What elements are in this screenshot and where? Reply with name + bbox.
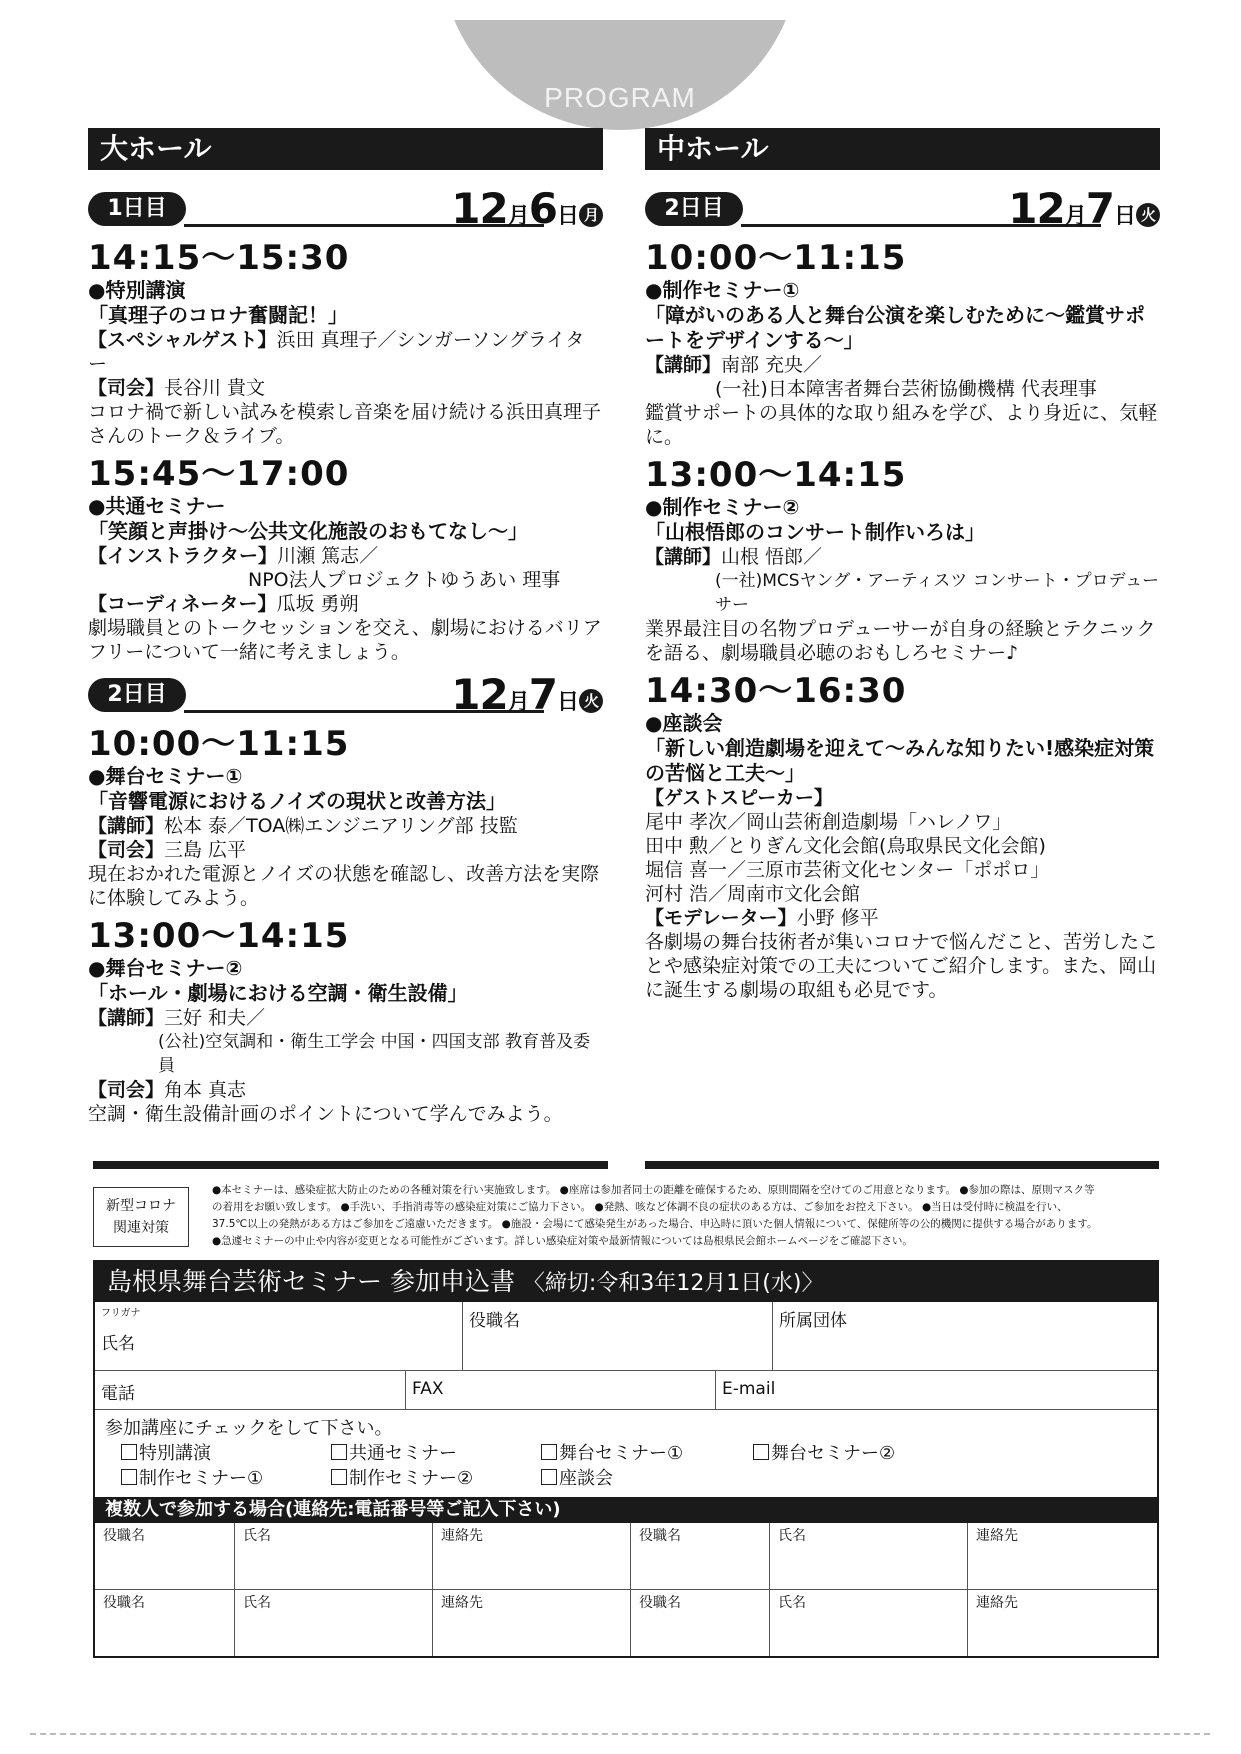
right-column (645, 128, 1160, 1002)
session-description: 鑑賞サポートの具体的な取り組みを学び、より身近に、気軽に。 (645, 402, 1158, 448)
program-label: PROGRAM (544, 82, 696, 113)
participant-contact-cell[interactable] (967, 1523, 1157, 1589)
left-column (88, 128, 603, 1126)
weekday-badge: 月 (579, 203, 603, 227)
checkbox-roundtable[interactable]: 座談会 (541, 1466, 613, 1491)
session-guest-label: 【ゲストスピーカー】 (645, 787, 833, 809)
cell-label: 氏名 (778, 1528, 806, 1544)
form-deadline: 〈締切:令和3年12月1日(水)〉 (522, 1271, 824, 1296)
cell-label: 役職名 (103, 1528, 145, 1544)
cell-label: 役職名 (639, 1528, 681, 1544)
checkbox-production-seminar-1[interactable]: 制作セミナー① (121, 1466, 263, 1491)
session-description: 現在おかれた電源とノイズの状態を確認し、改善方法を実際に体験してみよう。 (88, 863, 600, 909)
session (88, 454, 603, 664)
session-kind: ●制作セミナー② (645, 495, 800, 519)
session-guest: 河村 浩／周南市文化会館 (645, 883, 861, 905)
checkbox-common-seminar[interactable]: 共通セミナー (331, 1441, 457, 1466)
cell-label: 連絡先 (441, 1595, 483, 1611)
furigana-label: フリガナ (101, 1308, 141, 1319)
checkbox-icon (331, 1469, 347, 1485)
session-coordinator: 【コーディネーター】瓜坂 勇朔 (88, 593, 359, 615)
divider-bar (645, 1161, 1159, 1169)
session-kind: ●舞台セミナー① (88, 764, 243, 788)
cell-label: 氏名 (243, 1595, 271, 1611)
session-speaker: 【インストラクター】川瀬 篤志／ (88, 545, 379, 567)
session-kind: ●座談会 (645, 711, 723, 735)
session-time: 13:00〜14:15 (645, 455, 907, 495)
session-speaker: 【講師】山根 悟郎／ (645, 546, 823, 568)
session-title: 「笑顔と声掛け〜公共文化施設のおもてなし〜」 (88, 519, 528, 543)
participant-name-cell[interactable] (234, 1523, 432, 1589)
participant-row (95, 1590, 1157, 1656)
session-description: 各劇場の舞台技術者が集いコロナで悩んだこと、苦労したことや感染症対策での工夫についてご紹介します。また、岡山に誕生する劇場の取組も必見です。 (645, 931, 1159, 1001)
session-kind: ●特別講演 (88, 278, 186, 302)
cell-label: 氏名 (243, 1528, 271, 1544)
session-title: 「新しい創造劇場を迎えて〜みんな知りたい!感染症対策の苦悩と工夫〜」 (645, 736, 1155, 785)
participant-position-cell[interactable] (95, 1523, 234, 1589)
checkbox-icon (121, 1469, 137, 1485)
session-description: コロナ禍で新しい試みを模索し音楽を届け続ける浜田真理子さんのトーク＆ライブ。 (88, 401, 602, 447)
session-speaker-affiliation: NPO法人プロジェクトゆうあい 理事 (248, 569, 561, 591)
checkbox-stage-seminar-1[interactable]: 舞台セミナー① (541, 1441, 683, 1466)
session-title: 「真理子のコロナ奮闘記！」 (88, 303, 348, 327)
organization-label: 所属団体 (779, 1311, 847, 1331)
day-label: 2日目 (645, 192, 743, 226)
session-speaker-affiliation: (公社)空気調和・衛生工学会 中国・四国支部 教育普及委員 (158, 1032, 591, 1076)
participant-contact-cell[interactable] (432, 1523, 630, 1589)
day-header (645, 184, 1160, 234)
session-time: 14:15〜15:30 (88, 238, 350, 278)
session-time: 14:30〜16:30 (645, 671, 907, 711)
participant-row (95, 1523, 1157, 1590)
multi-participant-header: 複数人で参加する場合(連絡先:電話番号等ご記入下さい) (95, 1497, 1157, 1523)
form-row-contact (95, 1371, 1157, 1410)
participant-name-cell[interactable] (769, 1523, 967, 1589)
covid-label-line: 関連対策 (113, 1220, 169, 1236)
course-checklist (95, 1410, 1157, 1497)
session-description: 空調・衛生設備計画のポイントについて学んでみよう。 (88, 1103, 563, 1125)
session-speaker-affiliation: (一社)MCSヤング・アーティスツ コンサート・プロデューサー (715, 571, 1160, 615)
participant-name-cell[interactable] (769, 1590, 967, 1656)
session (645, 671, 1160, 1002)
application-form (93, 1260, 1159, 1658)
cell-label: 連絡先 (976, 1595, 1018, 1611)
session-moderator: 【モデレーター】小野 修平 (645, 907, 879, 929)
checkbox-production-seminar-2[interactable]: 制作セミナー② (331, 1466, 473, 1491)
day-date: 12月7日 火 (1008, 184, 1160, 233)
session-guest: 堀信 喜一／三原市芸術文化センター「ポポロ」 (645, 859, 1050, 881)
check-instruction: 参加講座にチェックをして下さい。 (105, 1418, 393, 1439)
covid-note: 37.5℃以上の発熱がある方はご参加をご遠慮いただきます。 ●施設・会場にて感染発生があった場合、申込時に頂いた個人情報について、保健所等の公的機関に提供する場合があります。 (212, 1218, 1098, 1230)
session-kind: ●舞台セミナー② (88, 956, 243, 980)
checkbox-icon (541, 1469, 557, 1485)
covid-note: ●本セミナーは、感染症拡大防止のための各種対策を行い実施致します。 ●座席は参加者同士の距離を確保するため、原則間隔を空けてのご用意となります。 ●参加の際は、原則マスク等 (212, 1184, 1095, 1196)
position-label: 役職名 (469, 1311, 520, 1331)
program-header (440, 20, 800, 130)
checkbox-icon (753, 1444, 769, 1460)
participant-position-cell[interactable] (630, 1523, 769, 1589)
cell-label: 役職名 (639, 1595, 681, 1611)
checkbox-icon (121, 1444, 137, 1460)
name-field[interactable] (95, 1302, 462, 1370)
day-date: 12月7日 火 (451, 670, 603, 719)
day-label: 2日目 (88, 678, 186, 712)
session-guest: 田中 勲／とりぎん文化会館(鳥取県民文化会館) (645, 835, 1046, 857)
form-header (95, 1262, 1157, 1302)
weekday-badge: 火 (579, 689, 603, 713)
cell-label: 氏名 (778, 1595, 806, 1611)
fax-field[interactable] (405, 1371, 715, 1409)
email-label: E-mail (722, 1379, 776, 1399)
session-host: 【司会】三島 広平 (88, 839, 247, 861)
fax-label: FAX (412, 1379, 444, 1399)
weekday-badge: 火 (1136, 203, 1160, 227)
cell-label: 連絡先 (441, 1528, 483, 1544)
checkbox-stage-seminar-2[interactable]: 舞台セミナー② (753, 1441, 895, 1466)
session-speaker: 【講師】松本 泰／TOA㈱エンジニアリング部 技監 (88, 815, 518, 837)
session-speaker: 【スペシャルゲスト】浜田 真理子／シンガーソングライター (88, 329, 585, 375)
participant-position-cell[interactable] (630, 1590, 769, 1656)
covid-note: ●急遽セミナーの中止や内容が変更となる可能性がございます。詳しい感染症対策や最新情報については島根県民会館ホームページをご確認下さい。 (212, 1235, 913, 1247)
session-host: 【司会】長谷川 貴文 (88, 377, 266, 399)
session-description: 業界最注目の名物プロデューサーが自身の経験とテクニックを語る、劇場職員必聴のおもしろセミナー♪ (645, 618, 1156, 664)
hall-title: 中ホール (645, 128, 1160, 170)
form-title: 島根県舞台芸術セミナー 参加申込書 (107, 1267, 515, 1296)
form-row-name (95, 1302, 1157, 1371)
session-speaker: 【講師】三好 和夫／ (88, 1007, 266, 1029)
cell-label: 役職名 (103, 1595, 145, 1611)
session-time: 10:00〜11:15 (645, 238, 907, 278)
covid-label-line: 新型コロナ (106, 1198, 176, 1214)
checkbox-icon (331, 1444, 347, 1460)
position-field[interactable] (462, 1302, 772, 1370)
hall-title: 大ホール (88, 128, 603, 170)
day-header (88, 184, 603, 234)
cut-line (30, 1733, 1210, 1735)
day-header (88, 670, 603, 720)
day-label: 1日目 (88, 192, 186, 226)
session-kind: ●共通セミナー (88, 494, 226, 518)
session-host: 【司会】角本 真志 (88, 1079, 247, 1101)
organization-field[interactable] (772, 1302, 1157, 1370)
session-title: 「山根悟郎のコンサート制作いろは」 (645, 520, 985, 544)
session (88, 724, 603, 910)
session-title: 「音響電源におけるノイズの現状と改善方法」 (88, 789, 506, 813)
email-field[interactable] (715, 1371, 1157, 1409)
participant-contact-cell[interactable] (967, 1590, 1157, 1656)
covid-note: の着用をお願い致します。 ●手洗い、手指消毒等の感染症対策にご協力下さい。 ●発熱、咳など体調不良の症状のある方は、ご参加をお控え下さい。 ●当日は受付時に検温を行い、 (212, 1201, 1068, 1213)
session (88, 238, 603, 448)
session (88, 916, 603, 1126)
session-time: 13:00〜14:15 (88, 916, 350, 956)
covid-label-box (93, 1187, 189, 1247)
session-speaker-affiliation: (一社)日本障害者舞台芸術協働機構 代表理事 (715, 378, 1097, 400)
session-description: 劇場職員とのトークセッションを交え、劇場におけるバリアフリーについて一緒に考えましょう。 (88, 617, 602, 663)
participant-name-cell[interactable] (234, 1590, 432, 1656)
session-kind: ●制作セミナー① (645, 278, 800, 302)
checkbox-special-lecture[interactable]: 特別講演 (121, 1441, 211, 1466)
day-date: 12月6日 月 (451, 184, 603, 233)
participant-contact-cell[interactable] (432, 1590, 630, 1656)
phone-label: 電話 (101, 1384, 135, 1404)
session-title: 「障がいのある人と舞台公演を楽しむために〜鑑賞サポートをデザインする〜」 (645, 303, 1145, 352)
divider-bar (93, 1161, 608, 1169)
session-time: 10:00〜11:15 (88, 724, 350, 764)
session-guest: 尾中 孝次／岡山芸術創造劇場「ハレノワ」 (645, 811, 1012, 833)
cell-label: 連絡先 (976, 1528, 1018, 1544)
session-time: 15:45〜17:00 (88, 454, 350, 494)
session-title: 「ホール・劇場における空調・衛生設備」 (88, 981, 468, 1005)
participant-position-cell[interactable] (95, 1590, 234, 1656)
session (645, 455, 1160, 665)
covid-notes (212, 1182, 1162, 1250)
phone-field[interactable] (95, 1371, 405, 1409)
checkbox-icon (541, 1444, 557, 1460)
session-speaker: 【講師】南部 充央／ (645, 354, 823, 376)
session (645, 238, 1160, 449)
name-label: 氏名 (101, 1334, 135, 1354)
checkbox-grid (105, 1441, 1147, 1491)
